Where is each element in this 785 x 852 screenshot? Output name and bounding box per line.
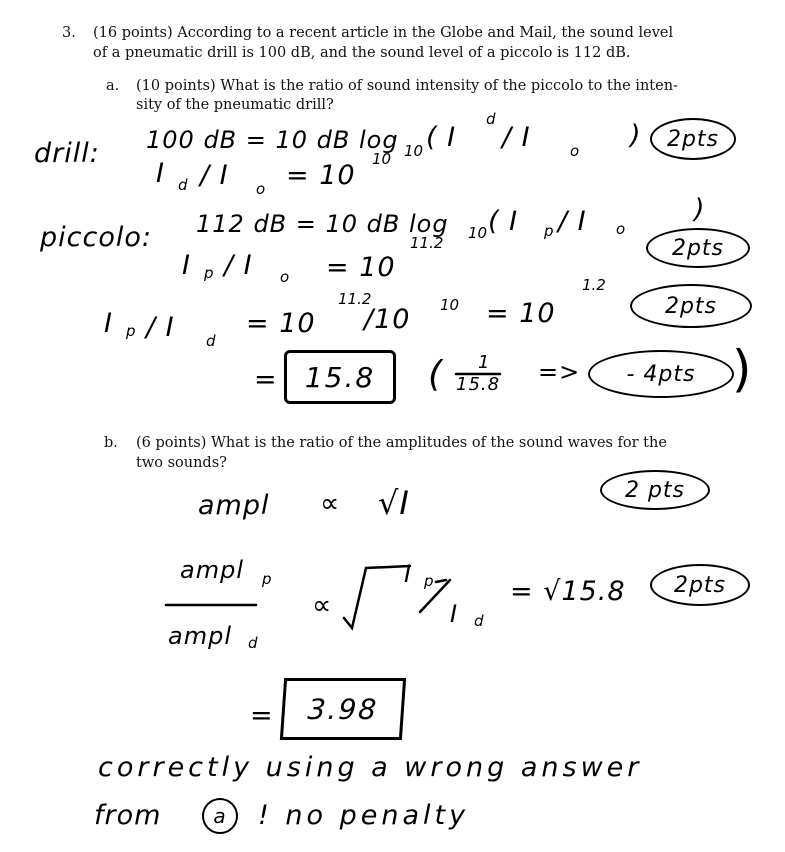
grader-note-from: from: [94, 800, 162, 831]
part-b-line1: (6 points) What is the ratio of the amplitudes of the sound waves for the: [136, 435, 667, 451]
part-a-label: a.: [106, 78, 120, 94]
root-num-sub: p: [424, 572, 434, 590]
drill-eq2-I: I: [156, 158, 165, 189]
sqrt-I: √I: [378, 484, 410, 522]
drill-arg-rest: / I: [502, 122, 531, 153]
penalty-numerator: 1: [478, 352, 491, 373]
drill-arg-sub2: o: [570, 142, 580, 160]
piccolo-eq2-I: I: [182, 250, 191, 281]
root-den: I: [450, 600, 459, 628]
penalty-badge: - 4pts: [588, 350, 734, 398]
root-result: = √15.8: [510, 576, 626, 607]
penalty-arrow: =>: [538, 358, 581, 386]
piccolo-eq2-mid: / I: [224, 250, 253, 281]
part-b-label: b.: [104, 435, 118, 451]
frac-num-sub: p: [262, 570, 272, 588]
piccolo-eq2-sub2: o: [280, 268, 290, 286]
piccolo-eq2-sub: p: [204, 264, 214, 282]
root-den-sub: d: [474, 612, 484, 630]
points-badge: 2pts: [650, 118, 736, 160]
frac-num: ampl: [180, 556, 244, 584]
ratio-exp1: 11.2: [338, 290, 372, 308]
question-number: 3.: [62, 25, 76, 41]
ratio-div: /10: [364, 304, 411, 335]
radical-sign: [344, 566, 410, 628]
ratio-lhs-sub: p: [126, 322, 136, 340]
piccolo-arg-open: ( I: [488, 206, 519, 237]
frac-den-sub: d: [248, 634, 258, 652]
answer-box-b: 3.98: [280, 678, 406, 740]
points-badge: 2 pts: [600, 470, 710, 510]
piccolo-arg-close: ): [694, 194, 706, 225]
proportional-symbol: ∝: [320, 488, 341, 519]
drill-eq2-rhs: = 10: [286, 160, 356, 191]
penalty-denominator: 15.8: [456, 374, 501, 395]
drill-arg-close: ): [630, 120, 642, 151]
piccolo-arg-sub: p: [544, 222, 554, 240]
log-base: 10: [404, 142, 424, 160]
drill-label: drill:: [34, 138, 100, 169]
drill-eq2-mid: / I: [200, 160, 229, 191]
ratio-exp2: 10: [440, 296, 460, 314]
points-badge: 2pts: [630, 284, 752, 328]
ratio-lhs-I: I: [104, 308, 113, 339]
ratio-eq: = 10: [246, 308, 316, 339]
ratio-eq2: = 10: [486, 298, 556, 329]
ratio-lhs-sub2: d: [206, 332, 216, 350]
piccolo-eq2-exp: 11.2: [410, 234, 444, 252]
drill-arg-sub: d: [486, 110, 496, 128]
piccolo-label: piccolo:: [40, 222, 152, 253]
piccolo-arg-sub2: o: [616, 220, 626, 238]
circled-part-a: a: [202, 798, 238, 834]
drill-arg-open: ( I: [426, 122, 457, 153]
drill-equation-1: 100 dB = 10 dB log: [146, 126, 399, 154]
piccolo-arg-rest: / I: [558, 206, 587, 237]
penalty-open-paren: (: [428, 354, 444, 395]
answer-equals-b: =: [250, 700, 274, 731]
ratio-exp3: 1.2: [582, 276, 606, 294]
ratio-lhs-mid: / I: [146, 312, 175, 343]
question-intro-line1: (16 points) According to a recent article in the Globe and Mail, the sound level: [93, 25, 674, 41]
piccolo-equation-1: 112 dB = 10 dB log: [196, 210, 449, 238]
piccolo-eq2-rhs: = 10: [326, 252, 396, 283]
part-b-line2: two sounds?: [136, 455, 227, 471]
log-base-2: 10: [468, 224, 488, 242]
drill-eq2-sub2: o: [256, 180, 266, 198]
question-intro-line2: of a pneumatic drill is 100 dB, and the sound level of a piccolo is 112 dB.: [93, 45, 631, 61]
answer-equals: =: [254, 364, 278, 395]
proportional-symbol-2: ∝: [312, 590, 333, 621]
penalty-close-paren: ): [732, 340, 753, 398]
grader-note-no-penalty: ! no penalty: [258, 800, 470, 831]
answer-box: 15.8: [284, 350, 396, 404]
drill-eq2-exp: 10: [372, 150, 392, 168]
prop-lhs: ampl: [198, 490, 270, 521]
part-a-line1: (10 points) What is the ratio of sound intensity of the piccolo to the inten-: [136, 78, 678, 94]
grader-note-line1: correctly using a wrong answer: [98, 752, 643, 783]
points-badge: 2pts: [650, 564, 750, 606]
points-badge: 2pts: [646, 228, 750, 268]
part-a-line2: sity of the pneumatic drill?: [136, 97, 334, 113]
frac-den: ampl: [168, 622, 232, 650]
drill-eq2-sub: d: [178, 176, 188, 194]
root-num: I: [404, 560, 413, 588]
